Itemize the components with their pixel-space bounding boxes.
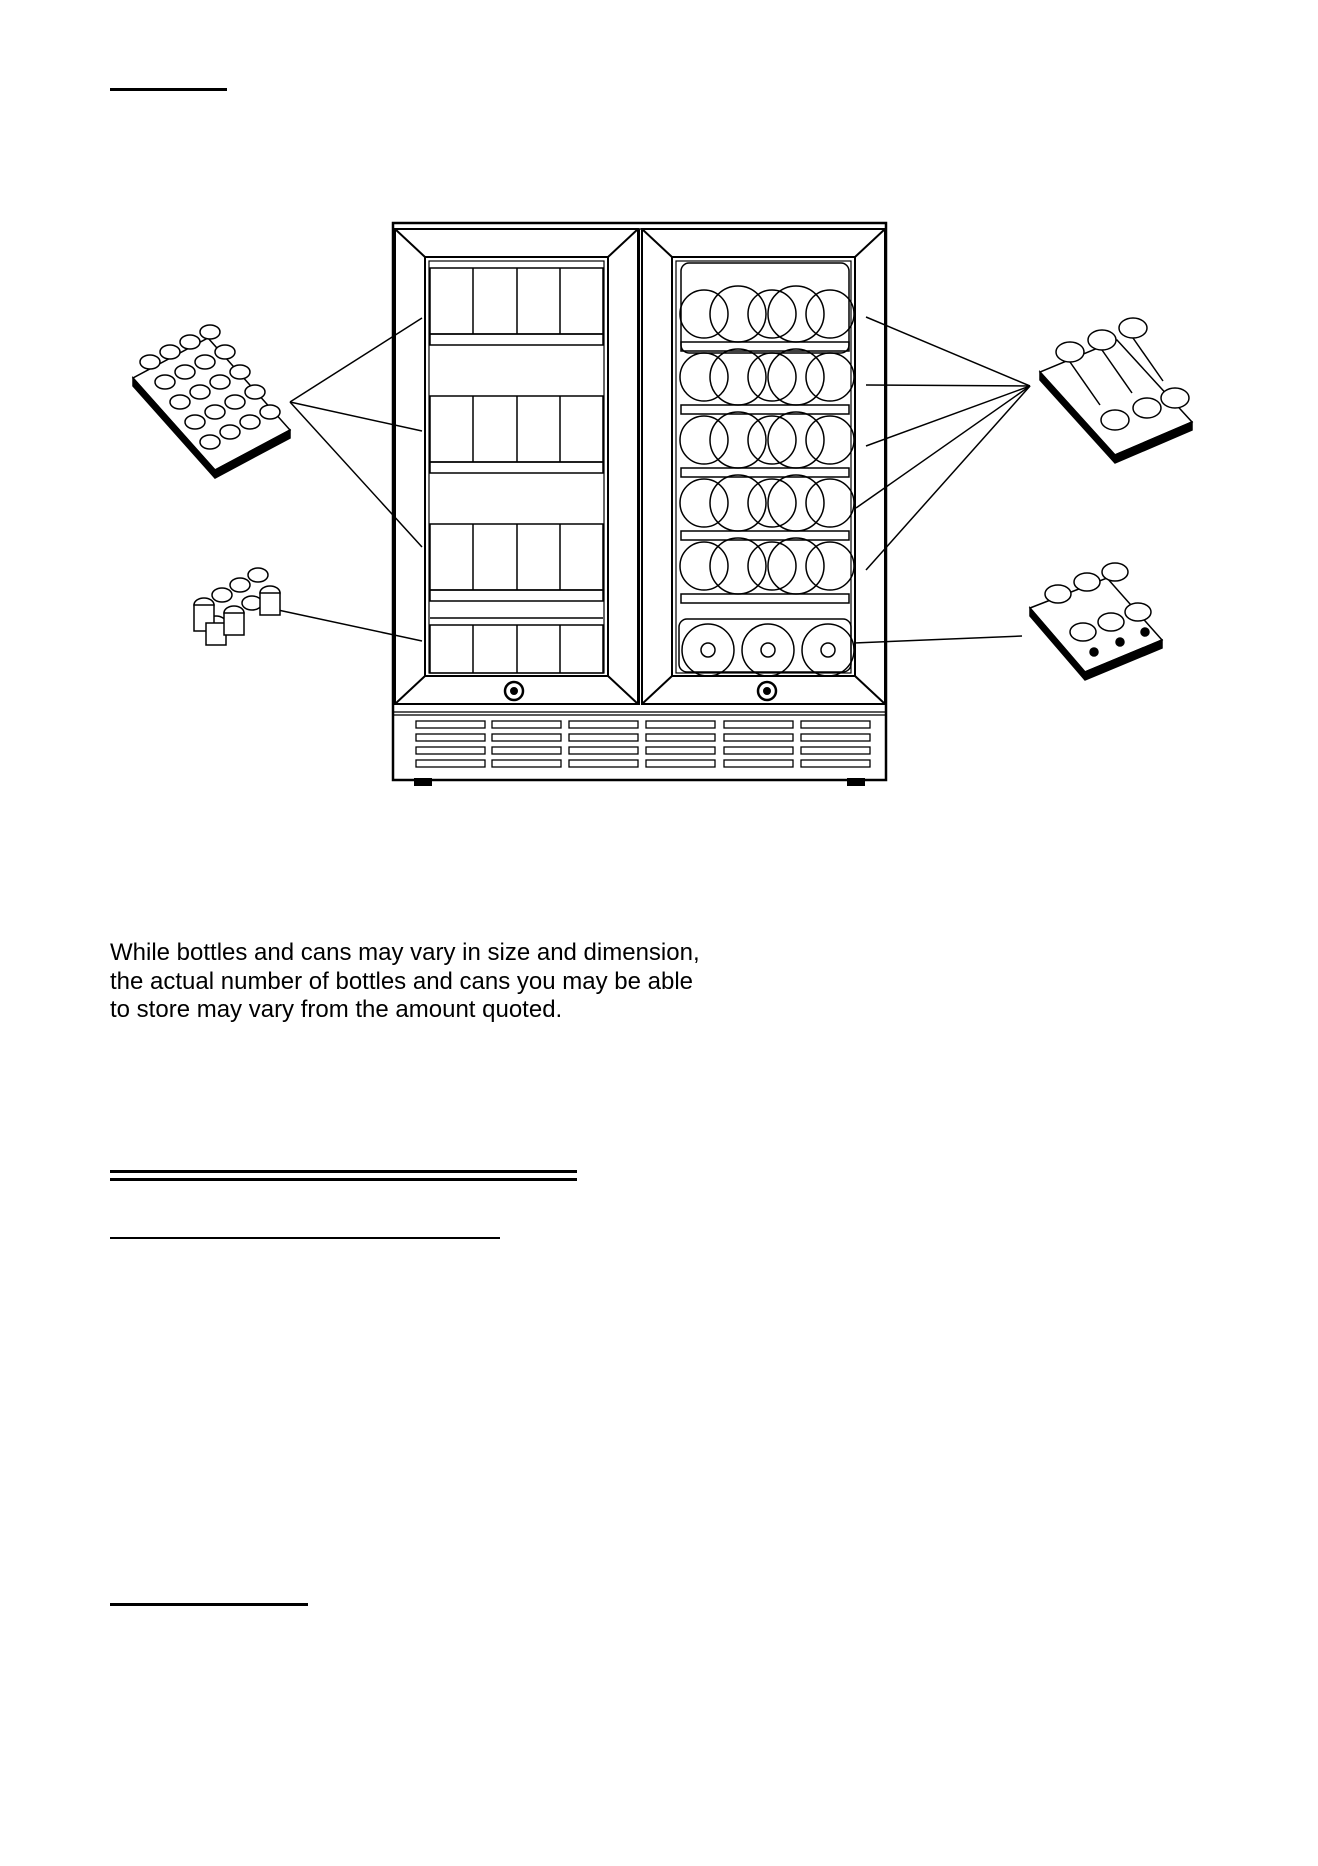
left-foot [415, 779, 431, 785]
section-double-rule-lower [110, 1178, 577, 1181]
shelf-rail [681, 531, 849, 540]
capacity-disclaimer [110, 939, 750, 1025]
wine-row [680, 412, 854, 477]
heading-underline-bottom [110, 1603, 308, 1606]
wine-row [680, 286, 854, 351]
shelf-rail [681, 594, 849, 603]
paragraph-line: to store may vary from the amount quoted. [110, 996, 563, 1023]
paragraph-line: While bottles and cans may vary in size and dimension, [110, 939, 700, 966]
can-rack-large-icon [133, 325, 290, 478]
paragraph-line: the actual number of bottles and cans you may be able [110, 967, 694, 995]
wine-rack-upper-icon [1040, 318, 1192, 463]
shelf-rail [430, 334, 603, 345]
right-foot [848, 779, 864, 785]
cooler-diagram [0, 0, 1318, 800]
shelf-rail [681, 405, 849, 414]
wine-row [680, 475, 854, 540]
wine-row [680, 349, 854, 414]
wine-row [680, 538, 854, 603]
wine-row-bottom [679, 619, 854, 676]
shelf-rail [681, 342, 849, 351]
wine-rack-lower-icon [1030, 563, 1162, 680]
vent-grille [393, 712, 886, 767]
subheading-underline [110, 1237, 500, 1239]
left-can-shelves [430, 268, 603, 673]
shelf-rail [681, 468, 849, 477]
shelf-rail [430, 462, 603, 473]
shelf-rail [430, 590, 603, 601]
can-holder-small-icon [194, 568, 280, 645]
right-wine-shelves [679, 263, 854, 676]
leader-lines [278, 317, 1030, 643]
section-double-rule-upper [110, 1170, 577, 1173]
